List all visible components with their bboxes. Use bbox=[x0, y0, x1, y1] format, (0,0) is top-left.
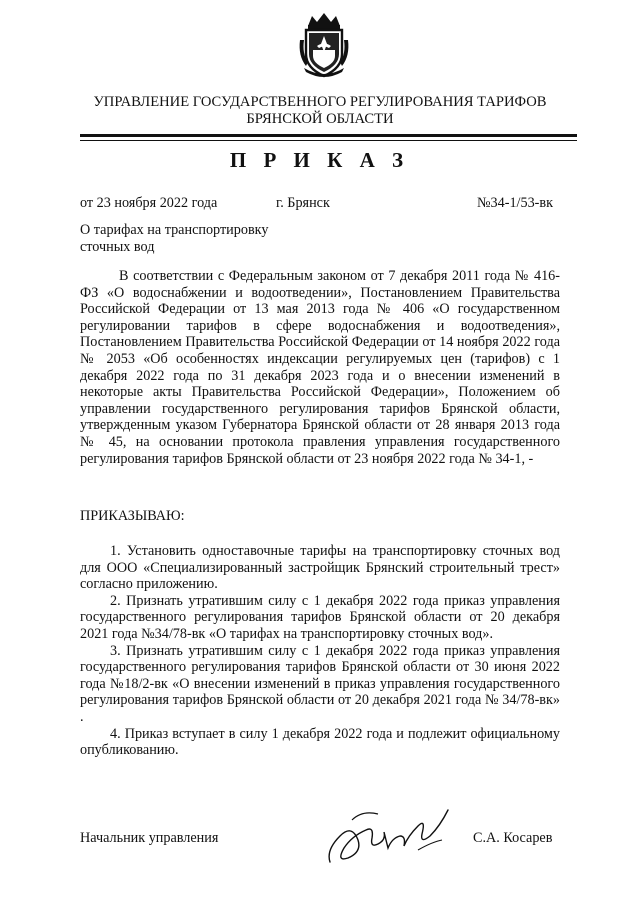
document-city: г. Брянск bbox=[276, 195, 330, 211]
order-item-3: 3. Признать утратившим силу с 1 декабря 2022 года приказ управления государственного регулирования тарифов Брянской области от 30 июня 2022 года №18/2-вк «О внесении изменений в приказ управления государственного регулирования тарифов Брянской области от 20 декабря 2021 года № 34/78-вк» . bbox=[80, 642, 560, 725]
signer-title: Начальник управления bbox=[80, 830, 219, 846]
subject-line-1: О тарифах на транспортировку bbox=[80, 222, 269, 238]
issuing-organization bbox=[70, 94, 570, 128]
organization-name: УПРАВЛЕНИЕ ГОСУДАРСТВЕННОГО РЕГУЛИРОВАНИЯ ТАРИФОВ bbox=[93, 94, 547, 110]
coat-of-arms-icon bbox=[296, 10, 352, 80]
order-item-4: 4. Приказ вступает в силу 1 декабря 2022 года и подлежит официальному опубликованию. bbox=[80, 725, 560, 759]
order-item-2: 2. Признать утратившим силу с 1 декабря 2022 года приказ управления государственного регулирования тарифов Брянской области от 20 декабря 2021 года №34/78-вк «О тарифах на транспортировку сточных вод». bbox=[80, 592, 560, 642]
order-items-list bbox=[80, 543, 560, 759]
preamble-text: В соответствии с Федеральным законом от 7 декабря 2011 года № 416-ФЗ «О водоснабжении и водоотведении», Постановлением Правительства Российской Федерации от 13 мая 2013 года № 406 «О государственном регулировании тарифов в сфере водоснабжения и водоотведения», Постановлением Правительства Российской Федерации от 14 ноября 2022 года № 2053 «Об особенностях индексации регулируемых цен (тарифов) с 1 декабря 2022 года по 31 декабря 2023 года и о внесении изменений в некоторые акты Правительства Российской Федерации», Положением об управлении государственного регулирования тарифов Брянской области, утвержденным указом Губернатора Брянской области от 28 января 2013 года № 45, на основании протокола правления управления государственного регулирования тарифов Брянской области от 23 ноября 2022 года № 34-1, - bbox=[80, 268, 560, 467]
document-subject bbox=[80, 222, 360, 255]
signer-name: С.А. Косарев bbox=[473, 830, 553, 846]
order-word: ПРИКАЗЫВАЮ: bbox=[80, 508, 185, 524]
subject-line-2: сточных вод bbox=[80, 238, 155, 255]
preamble-paragraph bbox=[80, 268, 560, 467]
organization-region: БРЯНСКОЙ ОБЛАСТИ bbox=[246, 111, 394, 127]
document-type-title: П Р И К А З bbox=[229, 148, 410, 172]
document-date: от 23 ноября 2022 года bbox=[80, 195, 218, 211]
header-rule-thick bbox=[80, 134, 577, 137]
handwritten-signature-icon bbox=[322, 800, 462, 872]
document-dateline bbox=[80, 195, 553, 213]
document-number: №34-1/53-вк bbox=[477, 195, 553, 211]
header-rule-thin bbox=[80, 140, 577, 141]
order-item-1: 1. Установить одноставочные тарифы на транспортировку сточных вод для ООО «Специализированный застройщик Брянский строительный трест» согласно приложению. bbox=[80, 543, 560, 593]
